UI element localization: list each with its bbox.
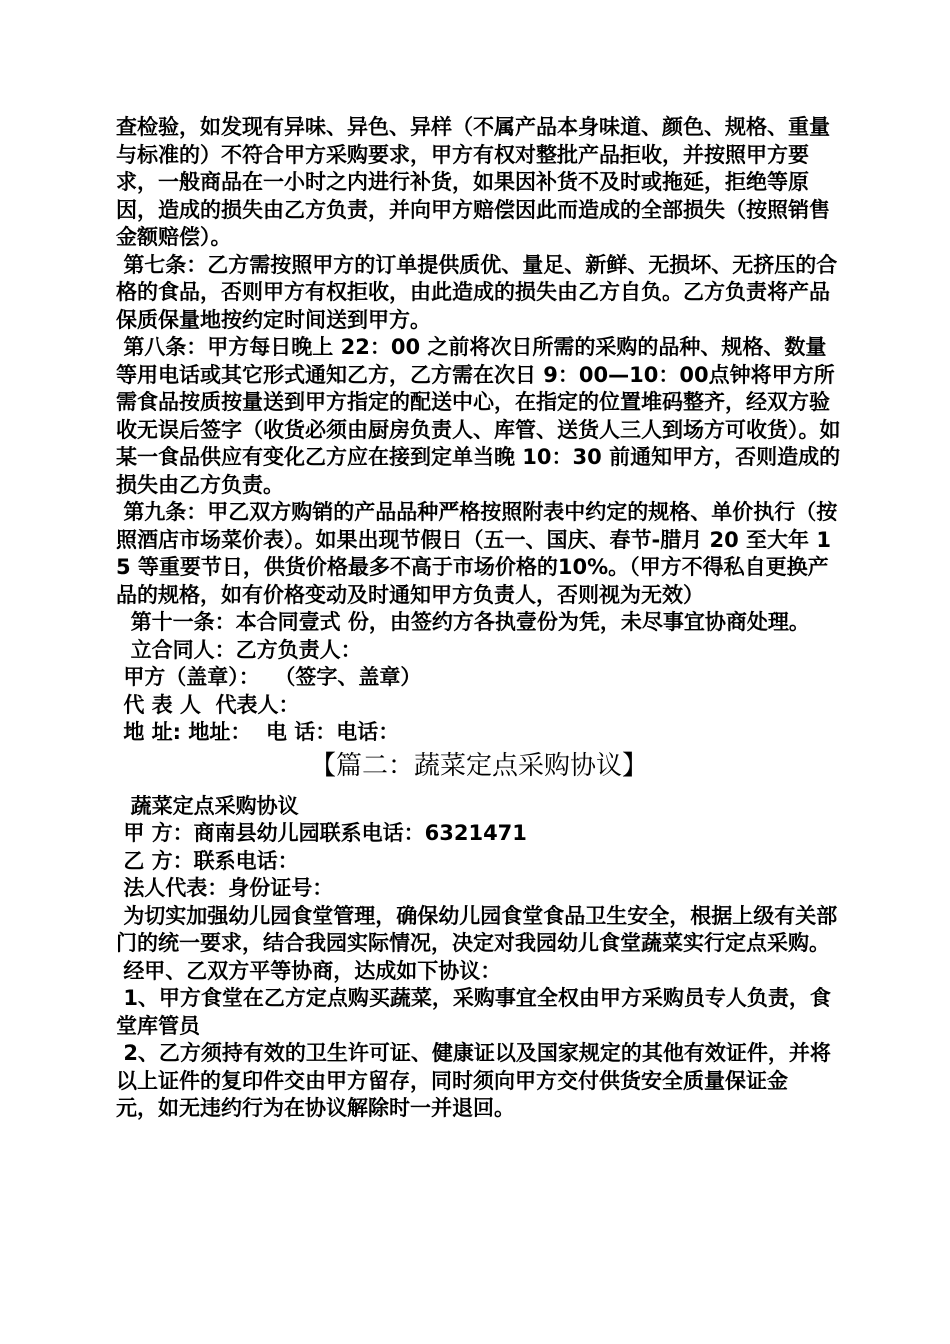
- article-7: 第七条：乙方需按照甲方的订单提供质优、量足、新鲜、无损坏、无挤压的合格的食品，否则甲方有权拒收，由此造成的损失由乙方自负。乙方负责将产品保质保量地按约定时间送到甲方。: [116, 252, 838, 332]
- document-page: [116, 114, 842, 1123]
- party-b-line: 乙 方：联系电话：: [116, 848, 299, 873]
- preamble-paragraph: 为切实加强幼儿园食堂管理，确保幼儿园食堂食品卫生安全，根据上级有关部门的统一要求，结合我园实际情况，决定对我园幼儿食堂蔬菜实行定点采购。: [116, 903, 838, 955]
- address-phone-line: 地 址: 地址： 电 话：电话：: [116, 720, 400, 744]
- clause-2: 2、乙方须持有效的卫生许可证、健康证以及国家规定的其他有效证件，并将以上证件的复印件交由甲方留存，同时须向甲方交付供货安全质量保证金 元，如无违约行为在协议解除时一并退回。: [116, 1041, 831, 1120]
- signatory-line: 立合同人：乙方负责人：: [116, 637, 362, 662]
- paragraph-inspection: 查检验，如发现有异味、异色、异样（不属产品本身味道、颜色、规格、重量与标准的）不符合甲方采购要求，甲方有权对整批产品拒收，并按照甲方要求，一般商品在一小时之内进行补货，如果因补货不及时或拖延，拒绝等原因，造成的损失由乙方负责，并向甲方赔偿因此而造成的全部损失（按照销售金额赔偿）。: [116, 115, 830, 249]
- agreement-title: 蔬菜定点采购协议: [116, 793, 299, 818]
- article-9: 第九条：甲乙双方购销的产品品种严格按照附表中约定的规格、单价执行（按照酒店市场菜价表）。如果出现节假日（五一、国庆、春节-腊月 20 至大年 15 等重要节日，供货价格最多不高于市场价格的10%。（甲方不得私自更换产品的规格，如有价格变动及时通知甲方负责人，否则视为无效）: [116, 500, 838, 607]
- article-8: 第八条：甲方每日晚上 22：00 之前将次日所需的采购的品种、规格、数量等用电话或其它形式通知乙方，乙方需在次日 9：00—10：00点钟将甲方所需食品按质按量送到甲方指定的配送中心，在指定的位置堆码整齐，经双方验收无误后签字（收货必须由厨房负责人、库管、送货人三人到场方可收货）。如某一食品供应有变化乙方应在接到定单当晚 10：30 前通知甲方，否则造成的损失由乙方负责。: [116, 335, 841, 497]
- party-a-line: 甲 方：商南县幼儿园联系电话：6321471: [116, 821, 527, 845]
- legal-rep-line: 法人代表：身份证号：: [116, 876, 334, 900]
- clause-1: 1、甲方食堂在乙方定点购买蔬菜，采购事宜全权由甲方采购员专人负责，食堂库管员: [116, 986, 831, 1038]
- section-heading: 【篇二：蔬菜定点采购协议】: [309, 750, 648, 781]
- agreement-intro: 经甲、乙双方平等协商，达成如下协议：: [116, 958, 502, 983]
- party-a-seal-line: 甲方（盖章）： （签字、盖章）: [116, 665, 422, 689]
- representative-line: 代 表 人 代表人：: [116, 692, 300, 717]
- article-11: 第十一条：本合同壹式 份，由签约方各执壹份为凭，未尽事宜协商处理。: [116, 610, 810, 634]
